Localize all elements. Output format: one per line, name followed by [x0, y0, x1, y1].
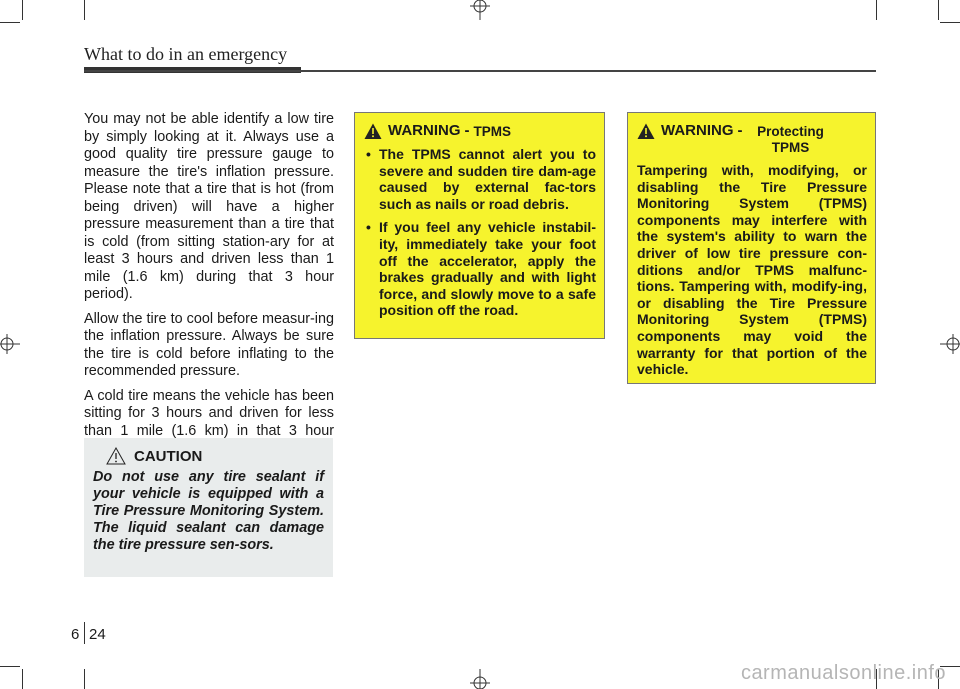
list-item-text: The TPMS cannot alert you to severe and sudden tire dam-age caused by external fac-tors such as nails or road debris.: [379, 146, 596, 212]
warning-dash: -: [464, 122, 470, 139]
watermark: carmanualsonline.info: [740, 662, 946, 684]
registration-mark-bottom: [466, 669, 494, 689]
bullet: •: [366, 146, 371, 162]
registration-mark-right: [940, 330, 960, 358]
bullet: •: [366, 219, 371, 236]
warning-subtitle: Protecting TPMS: [757, 124, 824, 155]
registration-mark-top: [466, 0, 494, 20]
crop-mark: [0, 22, 20, 23]
warning-box-tpms: [354, 112, 605, 339]
warning-box-protecting-tpms: [627, 112, 876, 384]
body-text: [84, 111, 334, 465]
warning-dash: -: [737, 122, 743, 139]
warning-triangle-icon: [364, 123, 382, 140]
warning-text: Tampering with, modifying, or disabling the Tire Pressure Monitoring System (TPMS) components may interfere with the system's ability to warn the driver of low tire pressure con-ditions and/or TPMS malfunc-tions. Tampering with, modify-ing, or disabling the Tire Pressure Monitoring System (TPMS) components may void the warranty for that portion of the vehicle.: [637, 162, 867, 378]
list-item: [364, 146, 596, 212]
caution-heading: [106, 447, 324, 465]
crop-mark: [22, 0, 23, 20]
chapter-number: 6: [71, 626, 80, 643]
crop-mark: [84, 0, 85, 20]
crop-mark: [22, 669, 23, 689]
body-paragraph: A cold tire means the vehicle has been sitting for 3 hours and driven for less than 1 mile (1.6 km) in that 3 hour: [84, 387, 334, 439]
section-title: What to do in an emergency: [84, 44, 288, 64]
warning-label: WARNING: [661, 122, 734, 139]
crop-mark: [876, 0, 877, 20]
page-number: 24: [89, 626, 106, 643]
warning-subtitle: TPMS: [473, 124, 512, 139]
caution-box: [84, 438, 333, 577]
warning-heading: [637, 122, 867, 156]
registration-mark-left: [0, 330, 20, 358]
crop-mark: [0, 666, 20, 667]
crop-mark: [84, 669, 85, 689]
warning-heading: [364, 122, 596, 140]
header-rule: [84, 70, 876, 72]
list-item: [364, 219, 596, 319]
warning-triangle-icon: [637, 123, 655, 140]
list-item-text: If you feel any vehicle instabil-ity, immediately take your foot off the accelerator, apply the brakes gradually and with light force, and slowly move to a safe position off the road.: [379, 219, 596, 319]
body-paragraph: Allow the tire to cool before measur-ing the inflation pressure. Always be sure the tire is cold before inflating to the recommended pressure.: [84, 310, 334, 379]
warning-list: [364, 146, 596, 319]
crop-mark: [938, 0, 939, 20]
crop-mark: [940, 22, 960, 23]
caution-triangle-icon: [106, 447, 126, 465]
caution-text: Do not use any tire sealant if your vehicle is equipped with a Tire Pressure Monitoring System. The liquid sealant can damage the tire pressure sen-sors.: [93, 469, 324, 553]
caution-label: CAUTION: [134, 447, 203, 465]
body-paragraph: You may not be able identify a low tire by simply looking at it. Always use a good quality tire pressure gauge to measure the tire's inflation pressure. Please note that a tire that is hot (from being driven) will have a higher pressure measurement than a tire that is cold (from sitting station-ary for at least 3 hours and driven less than 1 mile (1.6 km) during that 3 hour period).: [84, 111, 334, 302]
warning-label: WARNING: [388, 122, 461, 139]
footer-divider: [84, 622, 85, 644]
